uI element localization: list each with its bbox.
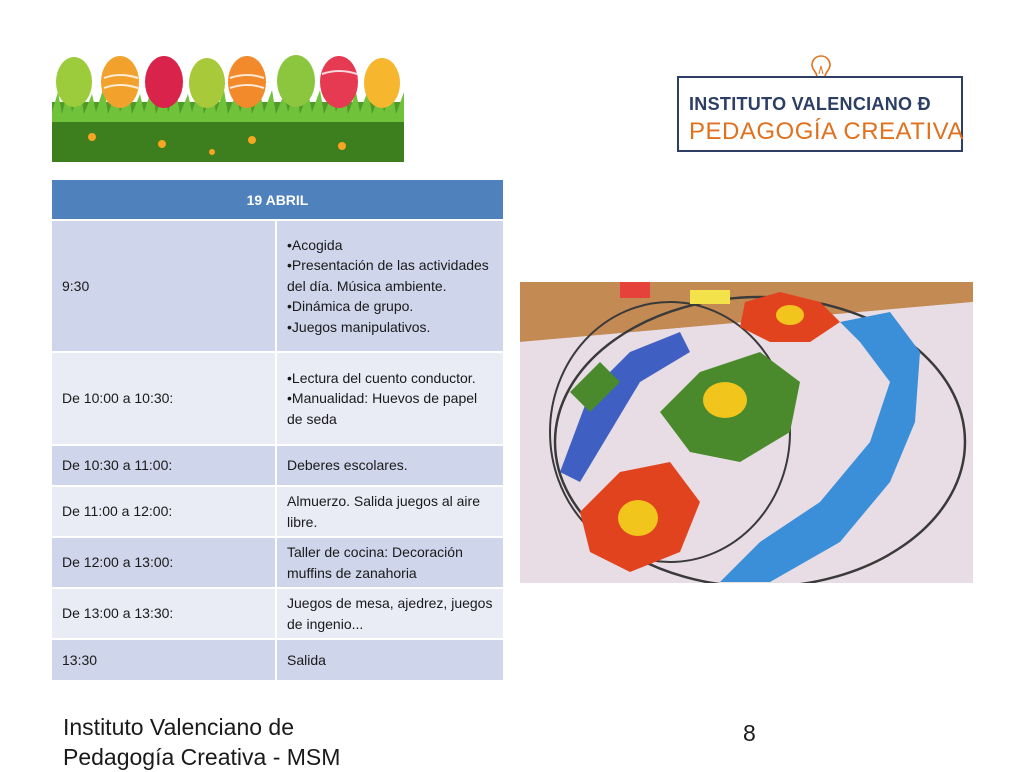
table-row bbox=[52, 220, 503, 352]
activity-item: •Acogida bbox=[287, 236, 343, 253]
activity-cell bbox=[276, 220, 503, 352]
schedule-table bbox=[52, 180, 503, 680]
time-cell: De 10:00 a 10:30: bbox=[52, 352, 276, 445]
time-cell: De 11:00 a 12:00: bbox=[52, 486, 276, 537]
footer-text bbox=[63, 712, 423, 772]
table-row bbox=[52, 352, 503, 445]
activity-item: •Juegos manipulativos. bbox=[287, 318, 431, 335]
logo-line-2: PEDAGOGÍA CREATIVA bbox=[689, 118, 964, 145]
institute-logo bbox=[677, 76, 963, 152]
time-cell: De 10:30 a 11:00: bbox=[52, 445, 276, 486]
table-row bbox=[52, 537, 503, 588]
time-cell: De 12:00 a 13:00: bbox=[52, 537, 276, 588]
page-number: 8 bbox=[743, 720, 756, 746]
activity-item: •Presentación de las actividades del día. Música ambiente. bbox=[287, 257, 489, 294]
easter-eggs-image bbox=[52, 52, 404, 162]
footer-line-1: Instituto Valenciano de bbox=[63, 714, 295, 740]
activity-item: •Dinámica de grupo. bbox=[287, 298, 414, 315]
activity-item: •Manualidad: Huevos de papel de seda bbox=[287, 390, 478, 427]
logo-line-1: INSTITUTO VALENCIANO Đ bbox=[689, 94, 931, 114]
activity-cell bbox=[276, 352, 503, 445]
activity-cell: Almuerzo. Salida juegos al aire libre. bbox=[276, 486, 503, 537]
activity-cell: Taller de cocina: Decoración muffins de zanahoria bbox=[276, 537, 503, 588]
tissue-paper-craft-photo bbox=[520, 282, 973, 583]
table-row bbox=[52, 588, 503, 639]
activity-cell: Salida bbox=[276, 639, 503, 680]
table-row bbox=[52, 639, 503, 680]
time-cell: De 13:00 a 13:30: bbox=[52, 588, 276, 639]
table-row bbox=[52, 486, 503, 537]
activity-cell: Deberes escolares. bbox=[276, 445, 503, 486]
table-row bbox=[52, 445, 503, 486]
time-cell: 9:30 bbox=[52, 220, 276, 352]
table-header-date: 19 ABRIL bbox=[52, 180, 503, 220]
time-cell: 13:30 bbox=[52, 639, 276, 680]
footer-line-2: Pedagogía Creativa - MSM bbox=[63, 744, 341, 770]
activity-cell: Juegos de mesa, ajedrez, juegos de ingenio... bbox=[276, 588, 503, 639]
activity-item: •Lectura del cuento conductor. bbox=[287, 369, 476, 386]
